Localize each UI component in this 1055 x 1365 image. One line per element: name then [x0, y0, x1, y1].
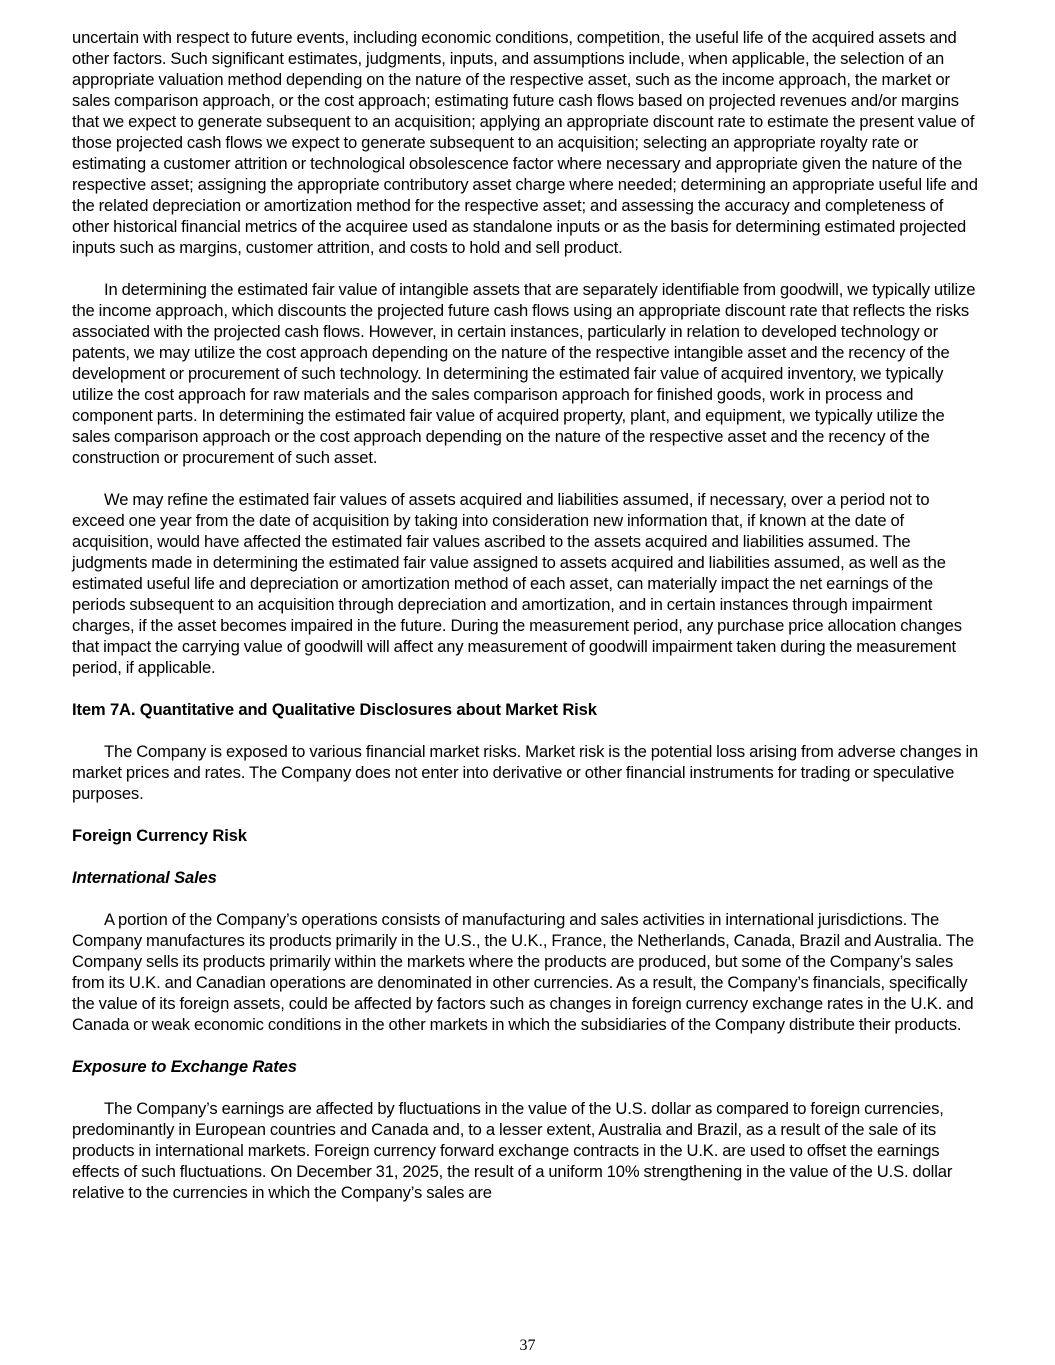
heading-item-7a: Item 7A. Quantitative and Qualitative Disclosures about Market Risk: [72, 700, 597, 719]
heading-international-sales: International Sales: [72, 868, 217, 887]
paragraph-intangible-assets: In determining the estimated fair value of intangible assets that are separately identifiable from goodwill, we typically utilize the income approach, which discounts the projected future cash flows using an appropriate discount rate that reflects the risks associated with the projected cash flows. However, in certain instances, particularly in relation to developed technology or patents, we may utilize the cost approach depending on the nature of the respective intangible asset and the recency of the development or procurement of such technology. In determining the estimated fair value of acquired inventory, we typically utilize the cost approach for raw materials and the sales comparison approach for finished goods, work in process and component parts. In determining the estimated fair value of acquired property, plant, and equipment, we typically utilize the sales comparison approach or the cost approach depending on the nature of the respective asset and the recency of the construction or procurement of such asset.: [72, 280, 976, 467]
paragraph-refine-fair-values: We may refine the estimated fair values of assets acquired and liabilities assumed, if necessary, over a period not to exceed one year from the date of acquisition by taking into consideration new information that, if known at the date of acquisition, would have affected the estimated fair values ascribed to the assets acquired and liabilities assumed. The judgments made in determining the estimated fair value assigned to assets acquired and liabilities assumed, as well as the estimated useful life and depreciation or amortization method of each asset, can materially impact the net earnings of the periods subsequent to an acquisition through depreciation and amortization, and in certain instances through impairment charges, if the asset becomes impaired in the future. During the measurement period, any purchase price allocation changes that impact the carrying value of goodwill will affect any measurement of goodwill impairment taken during the measurement period, if applicable.: [72, 490, 962, 677]
document-page: [72, 27, 984, 1224]
paragraph-market-risk: The Company is exposed to various financial market risks. Market risk is the potential loss arising from adverse changes in market prices and rates. The Company does not enter into derivative or other financial instruments for trading or speculative purposes.: [72, 742, 979, 803]
paragraph-international-sales: A portion of the Company’s operations consists of manufacturing and sales activities in international jurisdictions. The Company manufactures its products primarily in the U.S., the U.K., France, the Netherlands, Canada, Brazil and Australia. The Company sells its products primarily within the markets where the products are produced, but some of the Company’s sales from its U.K. and Canadian operations are denominated in other currencies. As a result, the Company’s financials, specifically the value of its foreign assets, could be affected by factors such as changes in foreign currency exchange rates in the U.K. and Canada or weak economic conditions in the other markets in which the subsidiaries of the Company distribute their products.: [72, 910, 974, 1034]
page-number: 37: [519, 1337, 536, 1354]
paragraph-valuation-estimates: uncertain with respect to future events, including economic conditions, competition, the useful life of the acquired assets and other factors. Such significant estimates, judgments, inputs, and assumptions include, when applicable, the selection of an appropriate valuation method depending on the nature of the respective asset, such as the income approach, the market or sales comparison approach, or the cost approach; estimating future cash flows based on projected revenues and/or margins that we expect to generate subsequent to an acquisition; applying an appropriate discount rate to estimate the present value of those projected cash flows we expect to generate subsequent to an acquisition; selecting an appropriate royalty rate or estimating a customer attrition or technological obsolescence factor where necessary and appropriate given the nature of the respective asset; assigning the appropriate contributory asset charge where needed; determining an appropriate useful life and the related depreciation or amortization method for the respective asset; and assessing the accuracy and completeness of other historical financial metrics of the acquiree used as standalone inputs or as the basis for determining estimated projected inputs such as margins, customer attrition, and costs to hold and sell product.: [72, 28, 978, 257]
heading-exposure-exchange-rates: Exposure to Exchange Rates: [72, 1057, 297, 1076]
paragraph-exchange-rates: The Company’s earnings are affected by fluctuations in the value of the U.S. dollar as compared to foreign currencies, predominantly in European countries and Canada and, to a lesser extent, Australia and Brazil, as a result of the sale of its products in international markets. Foreign currency forward exchange contracts in the U.K. are used to offset the earnings effects of such fluctuations. On December 31, 2025, the result of a uniform 10% strengthening in the value of the U.S. dollar relative to the currencies in which the Company’s sales are: [72, 1099, 953, 1202]
heading-foreign-currency-risk: Foreign Currency Risk: [72, 826, 247, 845]
